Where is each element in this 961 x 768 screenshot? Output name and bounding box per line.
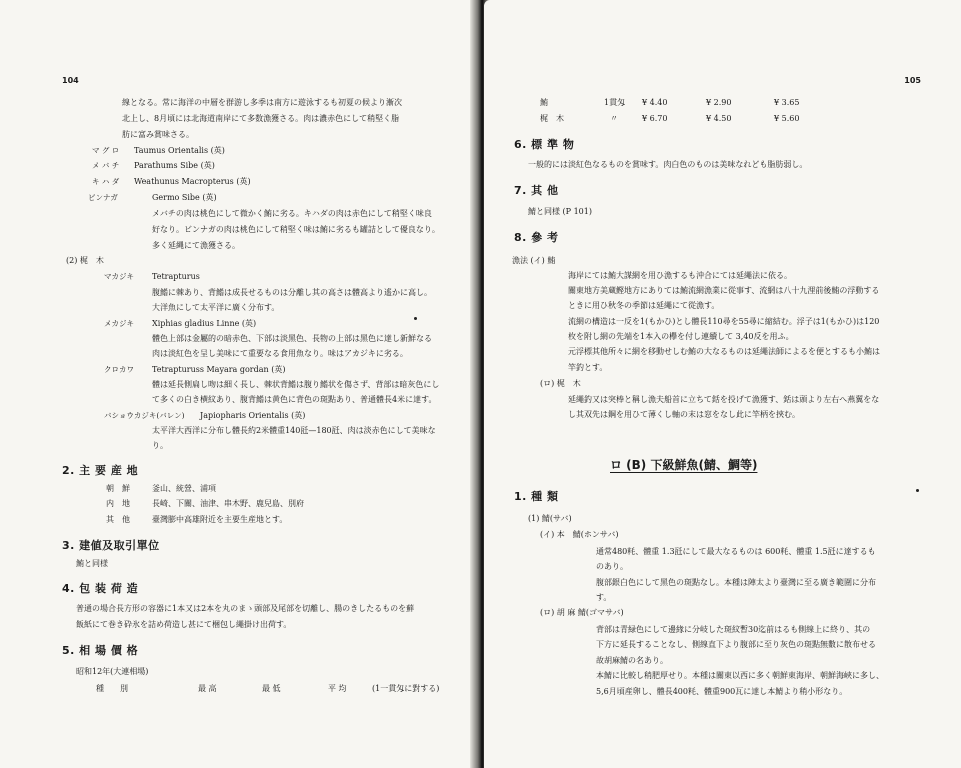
price-note: 昭和12年(大連相場) xyxy=(76,667,149,676)
species-latin: Germo Sibe (英) xyxy=(152,193,217,202)
section-text: 鯖と同様 (P 101) xyxy=(528,207,592,216)
section-text: 一般的には淡紅色なるものを賞味す。肉白色のものは美味なれども脂肪弱し。 xyxy=(528,160,808,169)
text-line: 元浮標其他所々に網を移動せしむ鮪の大なるものは延繩法師によるを便とするも小鮪は xyxy=(568,347,880,356)
text-line: 通常480粍、體重 1.3瓩にして最大なるものは 600粍、體重 1.5瓩に達するも xyxy=(596,547,876,556)
text-line: 腹鰭に棘あり、背鰭は成長せるものは分離し其の高さは體高より遙かに高し。 xyxy=(152,288,432,297)
price-avg: ¥ 5.60 xyxy=(774,114,800,123)
price-unit: 1貫匁 xyxy=(604,98,626,107)
text-line: 本鯖に比較し稍肥厚せり。本種は關東以西に多く朝鮮東海岸、朝鮮海峽に多し、 xyxy=(596,671,884,680)
text-line: 腹部銀白色にして黑色の斑點なし。本種は陣太より臺灣に至る廣き範圍に分布 xyxy=(596,578,876,587)
species-name: バショウカジキ(バレン) xyxy=(104,411,185,420)
species-latin: Weathunus Macropterus (英) xyxy=(134,177,251,186)
price-name: 梶 木 xyxy=(540,114,564,123)
species-name: マカジキ xyxy=(104,272,134,281)
text-line: 海岸にては鮪大謀網を用ひ漁するも沖合にては延繩法に依る。 xyxy=(568,271,792,280)
table-header: 最 低 xyxy=(262,684,281,693)
section-text: 鮪と同様 xyxy=(76,559,108,568)
region-key: 朝 鮮 xyxy=(106,484,130,493)
text-line: 下方に延長することなし、側線直下より腹部に至り灰色の斑點無數に散布せる xyxy=(596,640,876,649)
table-header: 種 別 xyxy=(96,684,128,693)
speck xyxy=(414,317,417,320)
text-line: 線となる。常に海洋の中層を群游し多季は南方に遊泳するも初夏の候より漸次 xyxy=(122,98,402,107)
text-line: 大洋魚にして太平洋に廣く分布す。 xyxy=(152,303,280,312)
section-heading: 1. 種 類 xyxy=(514,490,559,503)
table-header: 平 均 xyxy=(328,684,347,693)
species-name: クロカワ xyxy=(104,365,134,374)
text-line: 太平洋大西洋に分布し體長約2米體重140瓩—180瓩、肉は淡赤色にして美味な xyxy=(152,426,436,435)
price-name: 鮪 xyxy=(540,98,548,107)
text-line: のあり。 xyxy=(596,562,628,571)
region-value: 臺灣膨中高雄附近を主要生産地とす。 xyxy=(152,515,288,524)
text-line: 體色上部は金屬的の暗赤色、下部は淡黑色、長物の上部は黑色に達し新鮮なる xyxy=(152,334,432,343)
region-key: 其 他 xyxy=(106,515,130,524)
text-line: メバチの肉は桃色にして微かく鮪に劣る。キハダの肉は赤色にして稍堅く味良 xyxy=(152,209,432,218)
price-high: ¥ 4.40 xyxy=(642,98,668,107)
species-name: ビンナガ xyxy=(88,193,118,202)
section-heading: 3. 建値及取引單位 xyxy=(62,539,160,552)
text-line: 體は延長側扁し吻は細く長し、棘状背鰭は腹り鰭状を傷さず、背部は暗灰色にし xyxy=(152,380,440,389)
text-line: 肉は淡紅色を呈し美味にて重要なる食用魚なり。味はアカジキに劣る。 xyxy=(152,349,408,358)
text-line: 流網の構造は一反を1(もかひ)とし體長110尋を55尋に縮結む。浮子は1(もかひ)は120 xyxy=(568,317,880,326)
section-heading: 5. 相 場 價 格 xyxy=(62,644,139,657)
table-header: 最 高 xyxy=(198,684,217,693)
page-number: 105 xyxy=(904,76,921,85)
text-line: 5,6月頃産卵し、體長400粍、體重900瓦に達し本鯖より稍小形なり。 xyxy=(596,687,848,696)
right-page xyxy=(484,0,961,768)
price-avg: ¥ 3.65 xyxy=(774,98,800,107)
subsection-label: (ロ) 梶 木 xyxy=(540,379,581,388)
text-line: ときに用ひ秋冬の季節は延繩にて從漁す。 xyxy=(568,301,720,310)
text-line: 好なり。ビンナガの肉は桃色にして稍堅く味は鮪に劣るも罐詰として優良なり。 xyxy=(152,225,440,234)
species-name: マ グ ロ xyxy=(92,146,120,155)
section-heading: 6. 標 準 物 xyxy=(514,138,575,151)
species-label: (ロ) 胡 麻 鯖(ゴマサバ) xyxy=(540,608,624,617)
region-value: 長崎、下關、油津、串木野、鹿兒島、別府 xyxy=(152,499,304,508)
left-page xyxy=(0,0,478,768)
price-low: ¥ 2.90 xyxy=(706,98,732,107)
species-latin: Parathums Sibe (英) xyxy=(134,161,215,170)
subsection-label: (2) 梶 木 xyxy=(66,256,104,265)
section-heading: 2. 主 要 産 地 xyxy=(62,464,139,477)
species-latin: Tetrapturus xyxy=(152,272,200,281)
subsection-label: (1) 鯖(サバ) xyxy=(528,514,572,523)
region-key: 内 地 xyxy=(106,499,130,508)
table-header: (1一貫匁に對する) xyxy=(372,684,440,693)
region-value: 釜山、統營、浦項 xyxy=(152,484,216,493)
species-name: メカジキ xyxy=(104,319,134,328)
price-low: ¥ 4.50 xyxy=(706,114,732,123)
text-line: 延繩釣又は突棒と稱し漁夫船首に立ちて銛を投げて漁獲す、銛は頭より左右へ燕翼をな xyxy=(568,395,880,404)
text-line: 多く延縄にて漁獲さる。 xyxy=(152,241,240,250)
section-heading: 4. 包 装 荷 造 xyxy=(62,582,139,595)
text-line: 竿釣とす。 xyxy=(568,363,608,372)
species-name: メ バ チ xyxy=(92,161,120,170)
section-heading: 7. 其 他 xyxy=(514,184,559,197)
species-label: (イ) 本 鯖(ホンサバ) xyxy=(540,530,619,539)
text-line: 關東地方美蔵鰹地方にありては鮪流網漁業に從事す、流網は八十九浬前後鮪の浮動する xyxy=(568,286,880,295)
speck xyxy=(916,489,919,492)
text-line: 普通の場合長方形の容器に1本又は2本を丸のまゝ頭部及尾部を切離し、腸のきしたるものを蘚 xyxy=(76,604,415,613)
text-line: 背部は青緑色にして邊緣に分岐した斑紋暫30迄前はるも側線上に終り、其の xyxy=(596,625,871,634)
species-latin: Tetrapturuss Mayara gordan (英) xyxy=(152,365,286,374)
text-line: し其双先は鋼を用ひて薄くし軸の末は窓をなし此に竿柄を挾む。 xyxy=(568,410,800,419)
text-line: 肪に富み賞味さる。 xyxy=(122,130,194,139)
species-latin: Japiopharis Orientalis (英) xyxy=(200,411,306,420)
price-unit: 〃 xyxy=(610,114,618,123)
text-line: て多くの白き横紋あり、腹背鰭は黄色に背色の斑點あり、普通體長4米に達す。 xyxy=(152,395,437,404)
species-latin: Xiphias gladius Linne (英) xyxy=(152,319,257,328)
species-latin: Taumus Orientalis (英) xyxy=(134,146,225,155)
text-line: 故胡麻鯖の名あり。 xyxy=(596,656,668,665)
text-line: り。 xyxy=(152,441,168,450)
text-line: 枚を附し網の先端を1本入の欅を付し連續して 3,40反を用ふ。 xyxy=(568,332,794,341)
subchapter-title: ロ (B) 下級鮮魚(鯖、鯛等) xyxy=(610,458,758,472)
species-name: キ ハ ダ xyxy=(92,177,120,186)
section-heading: 8. 參 考 xyxy=(514,231,559,244)
price-high: ¥ 6.70 xyxy=(642,114,668,123)
page-number: 104 xyxy=(62,76,79,85)
text-line: す。 xyxy=(596,593,612,602)
text-line: 飯紙にて巻き砕氷を詰め荷造し甚にて梱包し繩掛け出荷す。 xyxy=(76,620,292,629)
text-line: 北上し、8月頃には北海道南岸にて多数漁獲さる。肉は濃赤色にして稍堅く脂 xyxy=(122,114,400,123)
subsection-label: 漁法 (イ) 鮪 xyxy=(512,256,556,265)
